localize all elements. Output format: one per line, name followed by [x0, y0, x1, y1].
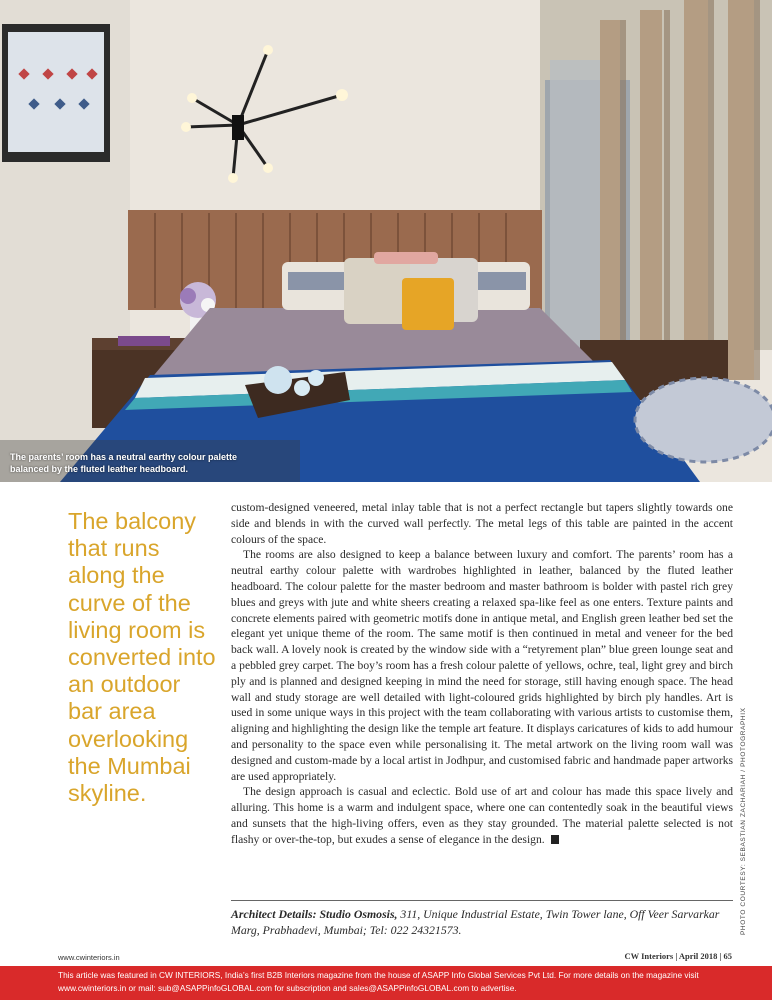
article-paragraph-1: custom-designed veneered, metal inlay table that is not a perfect rectangle but tapers slightly towards one side and blends in with the curved wall perfectly. The metal legs of this table are painted in the accent colours of the space.: [231, 501, 733, 546]
architect-divider: [231, 900, 733, 901]
folio-website: www.cwinteriors.in: [58, 953, 120, 962]
article-paragraph-2: The rooms are also designed to keep a balance between luxury and comfort. The parents’ room has a neutral earthy colour palette with wardrobes highlighted in leather, balanced by the fluted leather headboard. The colour palette for the master bedroom and master bathroom is bolder with pastel rich grey blues and greys with jute and white sheers creating a relaxed spa-like feel as one enters. Texture paints and concrete elements paired with geometric motifs done in antique metal, and English green leather bed set the elegant yet unique theme of the room. The same motif is then continued in metal and veneer for the bed back wall. A lovely nook is created by the window side with a “retyrement plan” blue green lounge seat and a pebbled grey carpet. The boy’s room has a fresh colour palette of yellows, ochre, teal, light grey and birch ply and is planned and designed keeping in mind the need for storage, still having enough space. The head wall and study storage are well detailed with light-coloured grids highlighted by birch ply handles. Art is used in some unique ways in this project with the team collaborating with various artists to customise them, aligning and highlighting the design like the temple art feature. It displays caricatures of kids to add humour and personality to the space even while personalising it. The metal artwork on the living room wall was designed and custom-made by a local artist in Jodhpur, and customised fabric and handmade paper artworks are used appropriately.: [231, 548, 733, 783]
bedroom-photo: [0, 0, 772, 482]
photo-credit: PHOTO COURTESY: SEBASTIAN ZACHARIAH / PHOTOGRAPHIX: [740, 707, 747, 935]
photo-caption-line-2: balanced by the fluted leather headboard.: [10, 463, 189, 474]
footer-banner-text: This article was featured in CW INTERIORS, India’s first B2B Interiors magazine from the house of ASAPP Info Global Services Pvt Ltd. For more details on the magazine visit www.cwinteriors.in or mail: sub@ASAPPinfoGLOBAL.com for subscription and sales@ASAPPinfoGLOBAL.com to advertise.: [58, 970, 699, 993]
article-paragraph-3-text: The design approach is casual and eclectic. Bold use of art and colour has made this space lively and alluring. This home is a warm and indulgent space, where one can contentedly soak in the beautiful views and sunsets that the high-living offers, even as they stay grounded. The material palette selected is not flashy or over-the-top, but exudes a sense of elegance in the design.: [231, 785, 733, 846]
pull-quote: The balcony that runs along the curve of the living room is converted into an outdoor bar area overlooking the Mumbai skyline.: [68, 508, 216, 807]
article-body: [231, 500, 733, 848]
footer-banner: [0, 966, 772, 1000]
photo-caption-line-1: The parents’ room has a neutral earthy colour palette: [10, 452, 238, 462]
bedroom-illustration: [0, 0, 772, 482]
article-paragraph-3: [231, 784, 733, 847]
architect-label: Architect Details: Studio Osmosis,: [231, 907, 398, 921]
architect-address: 311, Unique Industrial Estate, Twin Tower lane, Off Veer Sarvarkar Marg, Prabhadevi, Mumbai; Tel: 022 24321573.: [231, 907, 720, 937]
architect-details: [231, 906, 733, 938]
end-of-article-icon: [551, 835, 559, 844]
folio-issue: CW Interiors | April 2018 | 65: [624, 951, 732, 961]
photo-caption: [10, 452, 290, 475]
